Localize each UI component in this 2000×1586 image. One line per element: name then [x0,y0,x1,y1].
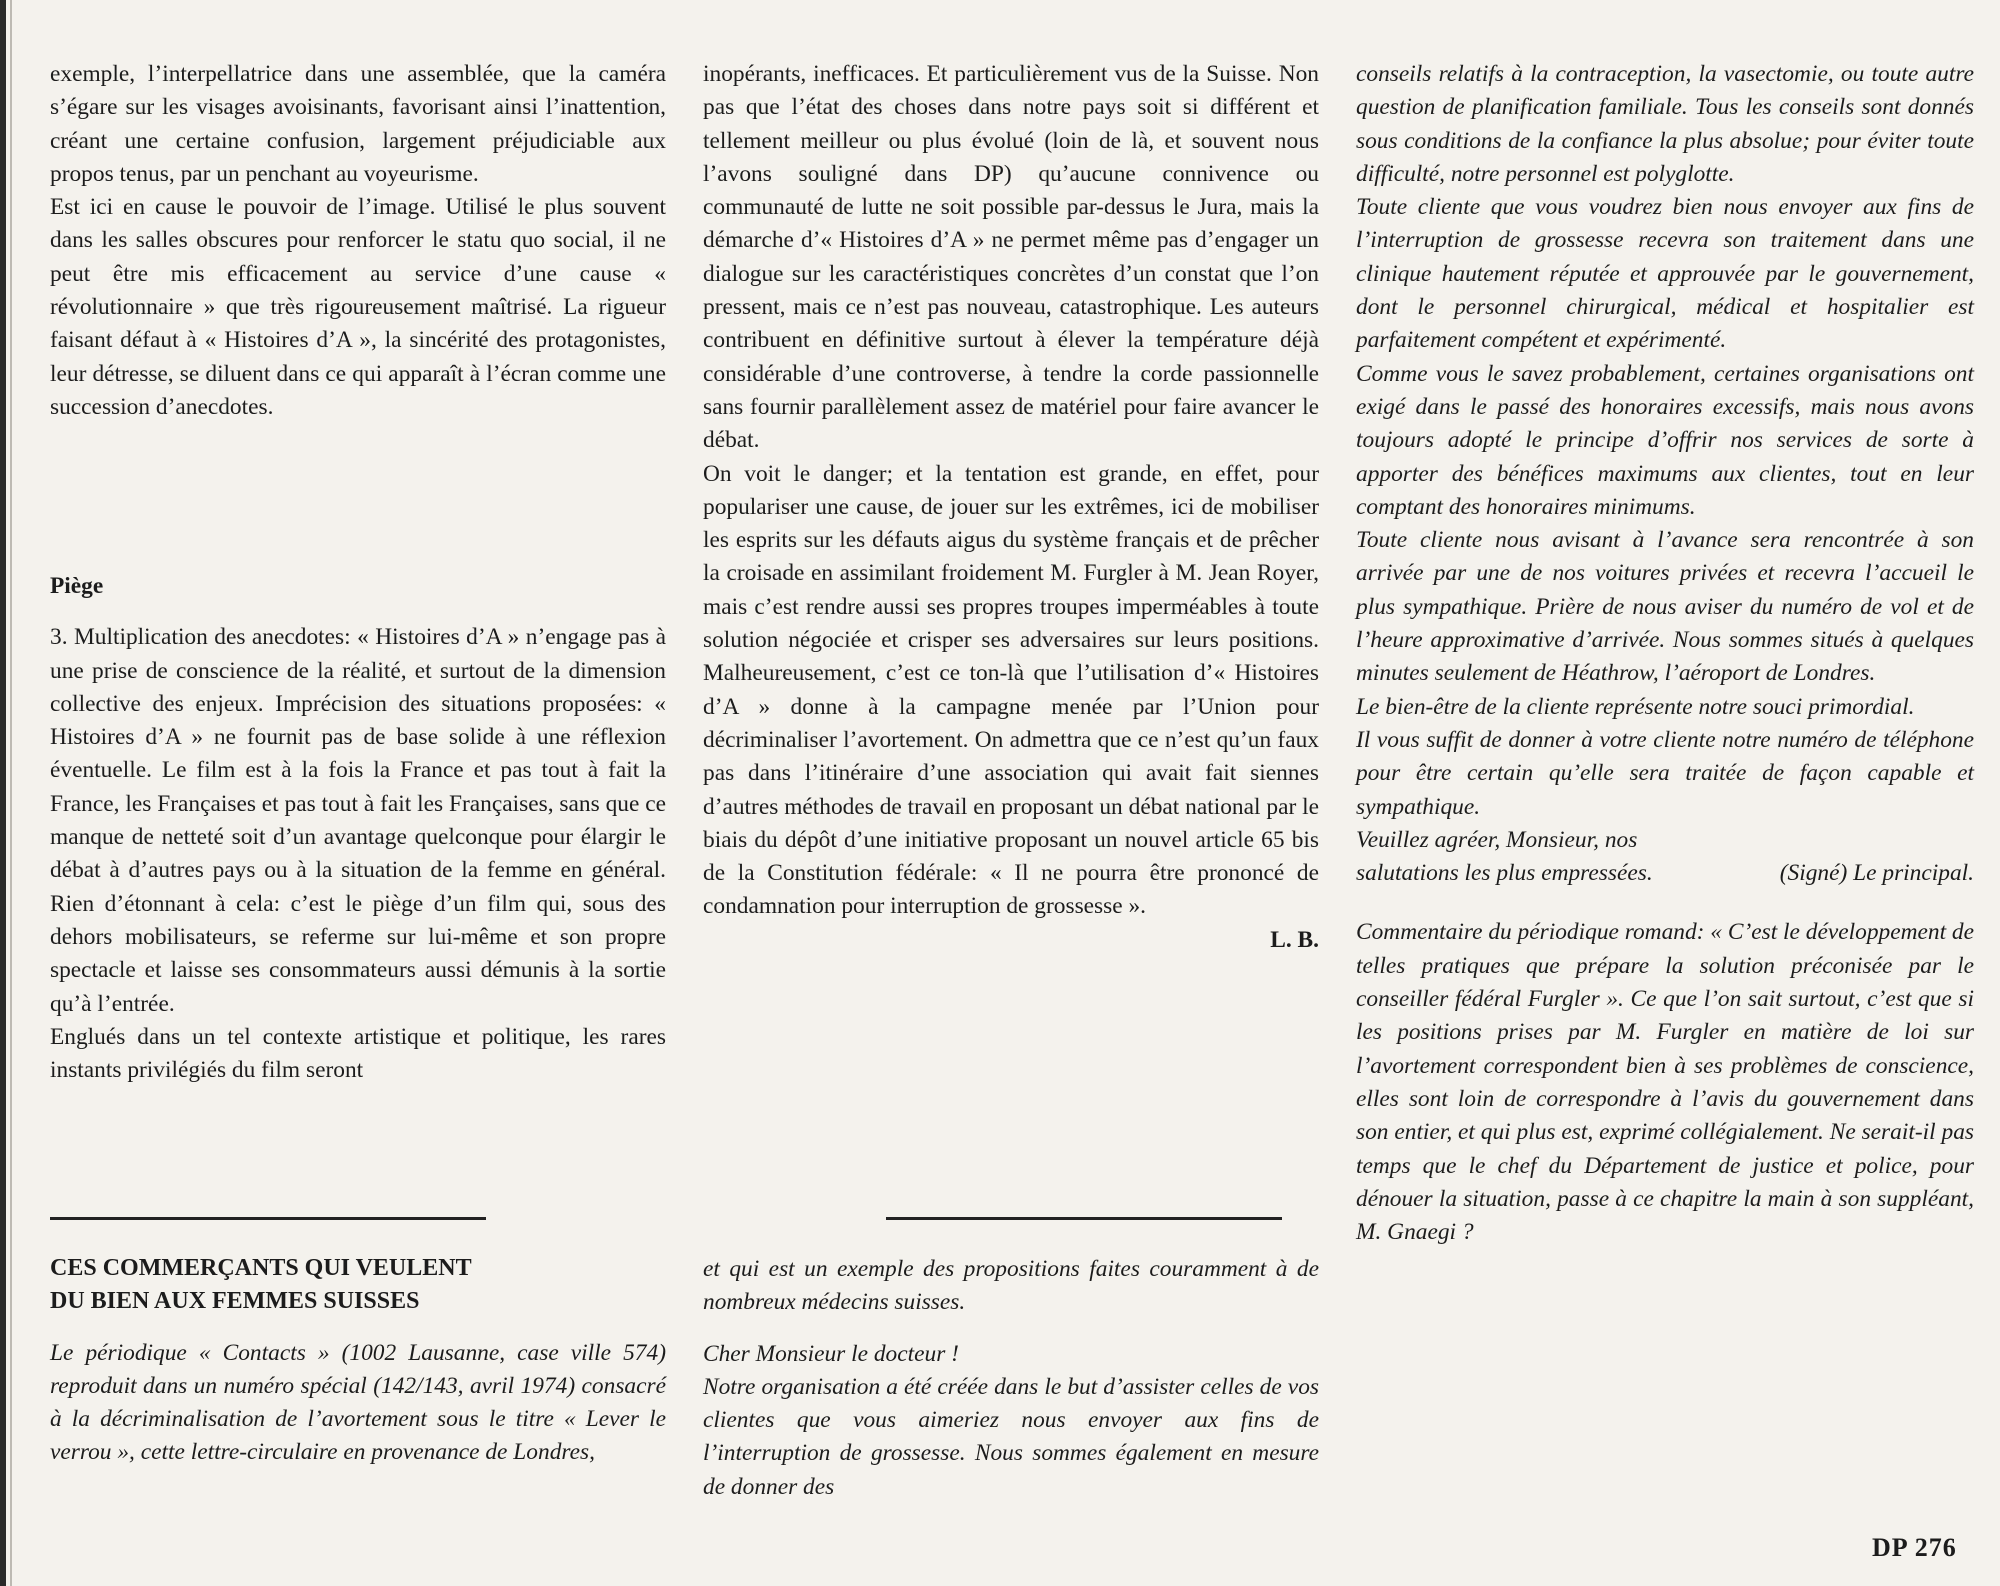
col3-paragraph-1: conseils relatifs à la contraception, la vasectomie, ou toute autre question de planification familiale. Tous les conseils sont donnés sous conditions de la confiance la plus absolue; pour éviter toute difficulté, notre personnel est polyglotte. [1356,61,1974,187]
col1-paragraph-2: Est ici en cause le pouvoir de l’image. Utilisé le plus souvent dans les salles obscures pour renforcer le statu quo social, il ne peut être mis efficacement au service d’une cause « révolutionnaire » que très rigoureusement maîtrisé. La rigueur faisant défaut à « Histoires d’A », la sincérité des protagonistes, leur détresse, se diluent dans ce qui apparaît à l’écran comme une succession d’anecdotes. [50,194,666,420]
subheading-piege: Piège [50,573,104,599]
col2-paragraph-2: On voit le danger; et la tentation est grande, en effet, pour populariser une cause, de jouer sur les extrêmes, ici de mobiliser les esprits sur les défauts aigus du système français et de prêcher la croisade en assimilant froidement M. Furgler à M. Jean Royer, mais c’est rendre aussi ses propres troupes imperméables à toute solution négociée et crisper ses adversaires sur leurs positions. Malheureusement, c’est ce ton-là que l’utilisation d’« Histoires d’A » donne à la campagne menée par l’Union pour décriminaliser l’avortement. On admettra que ce n’est qu’un faux pas dans l’itinéraire d’une association qui avait fait siennes d’autres méthodes de travail en proposant un débat national par le biais du dépôt d’une initiative proposant un nouvel article 65 bis de la Constitution fédérale: « Il ne pourra être prononcé de condamnation pour interruption de grossesse ». [703,460,1319,920]
letter-salutation: Cher Monsieur le docteur ! [703,1340,959,1367]
section-divider-middle [886,1217,1282,1220]
col3-paragraph-4: Toute cliente nous avisant à l’avance sera rencontrée à son arrivée par une de nos voitures privées et recevra l’accueil le plus sympathique. Prière de nous aviser du numéro de vol et de l’heure approximative d’arrivée. Nous sommes situés à quelques minutes seulement de Héathrow, l’aéroport de Londres. [1356,527,1974,687]
column-1 [50,58,666,1084]
article2-col1 [50,1252,666,1470]
col1-paragraph-4: Englués dans un tel contexte artistique et politique, les rares instants privilégiés du film seront [50,1023,666,1084]
col3-paragraph-3: Comme vous le savez probablement, certaines organisations ont exigé dans le passé des honoraires excessifs, mais nous avons toujours adopté le principe d’offrir nos services de sorte à apporter des bénéfices maximums aux clientes, tout en leur comptant des honoraires minimums. [1356,360,1974,520]
col2-paragraph-1: inopérants, inefficaces. Et particulièrement vus de la Suisse. Non pas que l’état des choses dans notre pays soit si différent et tellement meilleur ou plus évolué (loin de là, et souvent nous l’avons souligné dans DP) qu’aucune connivence ou communauté de lutte ne soit possible par-dessus le Jura, mais la démarche d’« Histoires d’A » ne permet même pas d’engager un dialogue sur les caractéristiques concrètes d’un constat que l’on pressent, mais ce n’est pas nouveau, catastrophique. Les auteurs contribuent en définitive surtout à élever la température déjà considérable d’une controverse, à tendre la corde passionnelle sans fournir parallèlement assez de matériel pour faire avancer le débat. [703,61,1319,454]
author-signature: L. B. [1270,926,1319,953]
page-binding-edge [0,0,6,1586]
col3-paragraph-5: Le bien-être de la cliente représente notre souci primordial. [1356,693,1915,720]
letter-paragraph-1: Notre organisation a été créée dans le but d’assister celles de vos clientes que vous aimeriez nous envoyer aux fins de l’interruption de grossesse. Nous sommes également en mesure de donner des [703,1373,1319,1500]
letter-signed: (Signé) Le principal. [1779,860,1974,887]
col3-paragraph-2: Toute cliente que vous voudrez bien nous envoyer aux fins de l’interruption de grossesse recevra son traitement dans une clinique hautement réputée et approuvée par le gouvernement, dont le personnel chirurgical, médical et hospitalier est parfaitement compétent et expérimenté. [1356,194,1974,354]
column-3 [1356,58,1974,1249]
article2-intro-continued: et qui est un exemple des propositions faites couramment à de nombreux médecins suisses. [703,1256,1319,1316]
column-2 [703,58,1319,957]
article2-title-line2: DU BIEN AUX FEMMES SUISSES [50,1288,420,1315]
col3-paragraph-6: Il vous suffit de donner à votre cliente notre numéro de téléphone pour être certain qu’elle sera traitée de façon capable et sympathique. [1356,726,1974,820]
page-binding-shadow [10,0,12,1586]
article2-title-line1: CES COMMERÇANTS QUI VEULENT [50,1255,472,1281]
article2-intro: Le périodique « Contacts » (1002 Lausanne, case ville 574) reproduit dans un numéro spécial (142/143, avril 1974) consacré à la décriminalisation de l’avortement sous le titre « Lever le verrou », cette lettre-circulaire en provenance de Londres, [50,1339,666,1466]
col1-paragraph-3: 3. Multiplication des anecdotes: « Histoires d’A » n’engage pas à une prise de conscience de la réalité, et surtout de la dimension collective des enjeux. Imprécision des situations proposées: « Histoires d’A » ne fournit pas de base solide à une réflexion éventuelle. Le film est à la fois la France et pas tout à fait la France, les Françaises et pas tout à fait les Françaises, sans que ce manque de netteté soit d’un avantage quelconque pour élargir le débat à d’autres pays ou à la situation de la femme en général. Rien d’étonnant à cela: c’est le piège d’un film qui, sous des dehors mobilisateurs, se referme sur lui-même et son propre spectacle et laisse ses consommateurs aussi démunis à la sortie qu’à l’entrée. [50,624,666,1017]
page-label: DP 276 [1872,1533,1957,1562]
section-divider-left [50,1217,486,1220]
letter-signoff [1356,824,1974,891]
commentary: Commentaire du périodique romand: « C’est le développement de telles pratiques que prépare la solution préconisée par le conseiller fédéral Furgler ». Ce que l’on sait surtout, c’est que si les positions prises par M. Furgler en matière de loi sur l’avortement correspondent bien à ses problèmes de conscience, elles sont loin de correspondre à l’avis du gouvernement dans son entier, et qui plus est, exprimé collégialement. Ne serait-il pas temps que le chef du Département de justice et police, pour dénouer la situation, passe à ce chapitre la main à son suppléant, M. Gnaegi ? [1356,919,1974,1246]
col1-paragraph-1: exemple, l’interpellatrice dans une assemblée, que la caméra s’égare sur les visages avoisinants, favorisant ainsi l’inattention, créant une certaine confusion, largement préjudiciable aux propos tenus, par un penchant au voyeurisme. [50,61,666,187]
letter-closing: Veuillez agréer, Monsieur, nos salutations les plus empressées. [1356,826,1653,887]
article2-col2 [703,1253,1319,1504]
